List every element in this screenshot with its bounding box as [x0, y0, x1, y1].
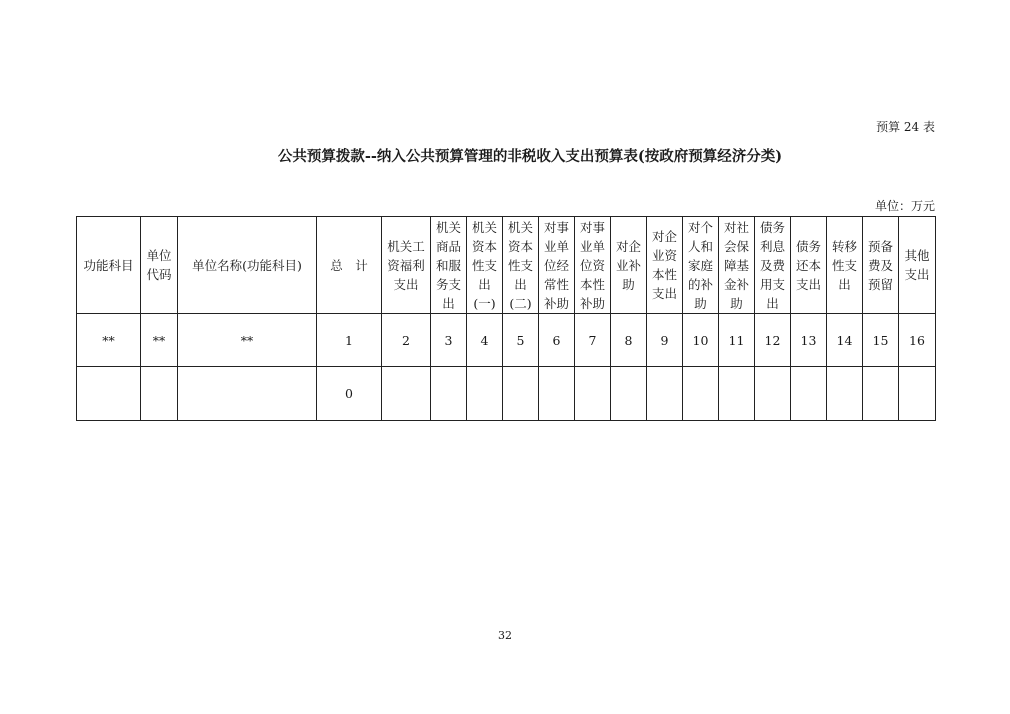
table-cell	[575, 367, 611, 421]
table-cell	[77, 367, 141, 421]
header-functional-subject: 功能科目	[77, 217, 141, 314]
header-unit-code: 单位代码	[141, 217, 178, 314]
header-debt-principal: 债务还本支出	[791, 217, 827, 314]
table-cell	[503, 367, 539, 421]
column-index-row	[77, 314, 936, 367]
column-index-cell: 8	[611, 314, 647, 367]
column-index-cell: 16	[899, 314, 936, 367]
column-index-cell: 13	[791, 314, 827, 367]
column-index-cell: 1	[317, 314, 382, 367]
table-cell	[719, 367, 755, 421]
header-reserve: 预备费及预留	[863, 217, 899, 314]
header-debt-interest: 债务利息及费用支出	[755, 217, 791, 314]
column-index-cell: 12	[755, 314, 791, 367]
column-index-cell: 7	[575, 314, 611, 367]
column-index-cell: 11	[719, 314, 755, 367]
column-index-cell: 10	[683, 314, 719, 367]
column-index-cell: **	[178, 314, 317, 367]
table-cell	[683, 367, 719, 421]
column-index-cell: **	[141, 314, 178, 367]
column-index-cell: 9	[647, 314, 683, 367]
header-enterprise-capital: 对企业资本性支出	[647, 217, 683, 314]
header-transfer: 转移性支出	[827, 217, 863, 314]
header-unit-name: 单位名称(功能科目)	[178, 217, 317, 314]
table-cell	[611, 367, 647, 421]
table-cell	[539, 367, 575, 421]
table-cell	[791, 367, 827, 421]
table-cell	[431, 367, 467, 421]
header-social-security-fund-subsidy: 对社会保障基金补助	[719, 217, 755, 314]
header-enterprise-subsidy: 对企业补助	[611, 217, 647, 314]
table-cell	[899, 367, 936, 421]
column-index-cell: 6	[539, 314, 575, 367]
column-index-cell: **	[77, 314, 141, 367]
unit-label: 单位：万元	[874, 199, 935, 213]
table-cell	[141, 367, 178, 421]
table-header-row	[77, 217, 936, 314]
table-cell	[647, 367, 683, 421]
page-number: 32	[498, 629, 512, 642]
total-cell: 0	[317, 367, 382, 421]
table-cell	[382, 367, 431, 421]
header-institution-capital-subsidy: 对事业单位资本性补助	[575, 217, 611, 314]
table-row	[77, 367, 936, 421]
column-index-cell: 15	[863, 314, 899, 367]
column-index-cell: 5	[503, 314, 539, 367]
header-other: 其他支出	[899, 217, 936, 314]
column-index-cell: 2	[382, 314, 431, 367]
column-index-cell: 4	[467, 314, 503, 367]
column-index-cell: 3	[431, 314, 467, 367]
table-cell	[467, 367, 503, 421]
header-total: 总 计	[317, 217, 382, 314]
column-index-cell: 14	[827, 314, 863, 367]
header-agency-salary-welfare: 机关工资福利支出	[382, 217, 431, 314]
header-household-subsidy: 对个人和家庭的补助	[683, 217, 719, 314]
table-cell	[827, 367, 863, 421]
table-cell	[863, 367, 899, 421]
header-institution-recurring-subsidy: 对事业单位经常性补助	[539, 217, 575, 314]
table-cell	[178, 367, 317, 421]
header-agency-capital-1: 机关资本性支出(一)	[467, 217, 503, 314]
budget-table	[76, 216, 936, 421]
document-title: 公共预算拨款--纳入公共预算管理的非税收入支出预算表(按政府预算经济分类)	[277, 148, 783, 165]
header-agency-goods-services: 机关商品和服务支出	[431, 217, 467, 314]
table-cell	[755, 367, 791, 421]
table-code-label: 预算 24 表	[876, 120, 935, 134]
header-agency-capital-2: 机关资本性支出(二)	[503, 217, 539, 314]
